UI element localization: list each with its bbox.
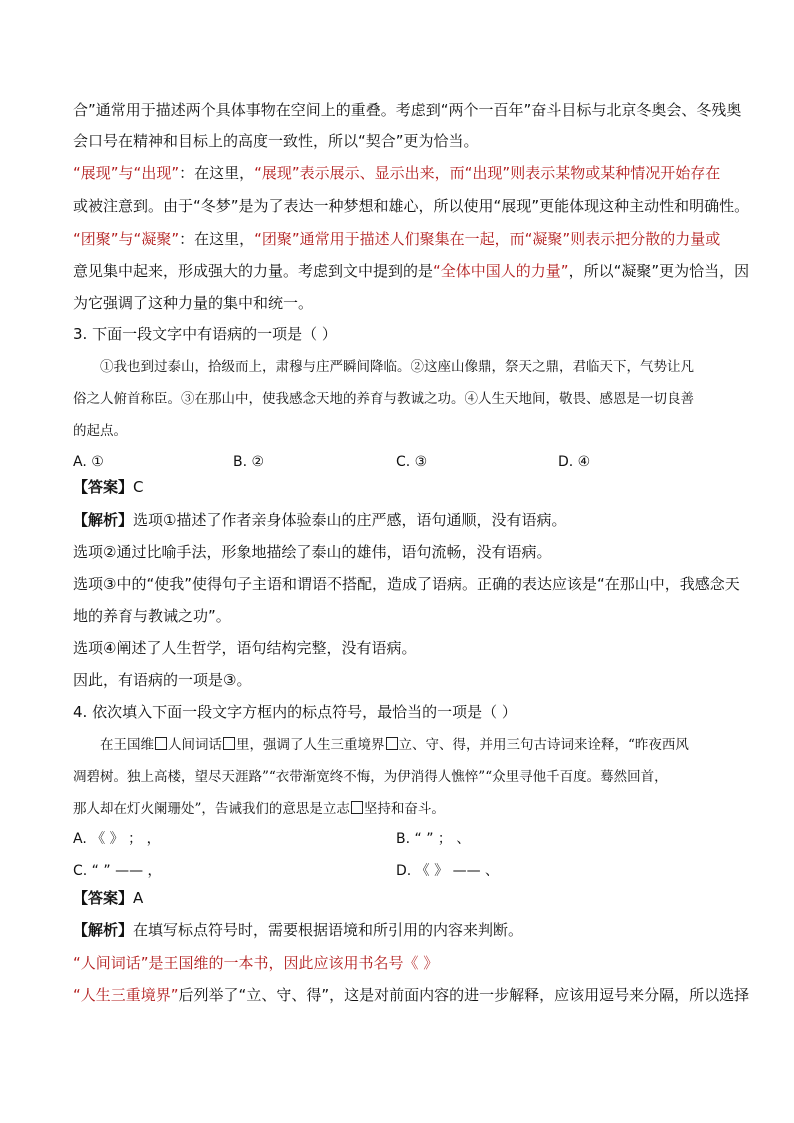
text-span: 立、守、得，并用三句古诗词来诠释，“昨夜西风 [398,737,689,753]
text-span: 坚持和奋斗。 [363,801,445,817]
question-4-passage [100,735,689,755]
answer-label: 【答案】 [73,478,134,496]
highlight-text: “团聚”通常用于描述人们聚集在一起，而“凝聚”则表示把分散的力量或 [254,230,721,248]
text-span: ：在这里， [179,230,255,248]
blank-box [386,737,398,750]
blank-box [155,737,167,750]
answer-value: A [133,889,144,907]
highlight-term: “团聚”与“凝聚” [73,230,180,248]
text-line [73,229,720,249]
text-line [73,261,749,281]
analysis-line: 选项④阐述了人生哲学，语句结构完整，没有语病。 [73,639,417,657]
text-line [73,163,720,183]
text-span: 里，强调了人生三重境界 [236,737,385,753]
text-span: ：在这里， [179,164,255,182]
analysis-line [73,920,523,940]
text-span: 那人却在灯火阑珊处”，告诫我们的意思是立志 [73,801,350,817]
analysis-line: 选项③中的“使我”使得句子主语和谓语不搭配，造成了语病。正确的表达应该是“在那山中，我感念天 [73,575,740,593]
analysis-line [73,985,749,1005]
option-a: A. 《 》 ； ， [73,831,161,847]
analysis-label: 【解析】 [73,511,134,529]
option-b: B. ② [233,454,265,470]
text-span: 后列举了“立、守、得”，这是对前面内容的进一步解释，应该用逗号来分隔，所以选择 [178,986,750,1004]
text-line: 会口号在精神和目标上的高度一致性，所以“契合”更为恰当。 [73,132,479,150]
highlight-text: “展现”表示展示、显示出来，而“出现”则表示某物或某种情况开始存在 [254,164,721,182]
text-span: 人间词话 [168,737,222,753]
highlight-term: “人生三重境界” [73,986,179,1004]
analysis-line: 地的养育与教诫之功”。 [73,607,231,625]
option-c: C. ③ [396,454,428,470]
blank-box [351,801,363,814]
question-4-passage [73,799,445,819]
question-3-passage: 的起点。 [73,423,127,439]
option-b: B. “ ” ； 、 [396,831,471,847]
question-3-stem: 3. 下面一段文字中有语病的一项是（ ） [73,325,337,343]
option-c: C. “ ” —— ， [73,863,162,879]
question-3-passage: ①我也到过泰山，拾级而上，肃穆与庄严瞬间降临。②这座山像鼎，祭天之鼎，君临天下，气势让凡 [100,359,694,375]
blank-box [223,737,235,750]
question-4-stem: 4. 依次填入下面一段文字方框内的标点符号，最恰当的一项是（ ） [73,703,517,721]
question-4-passage: 凋碧树。独上高楼，望尽天涯路”“衣带渐宽终不悔，为伊消得人憔悴”“众里寻他千百度。蓦然回首， [73,769,668,785]
analysis-line: 选项②通过比喻手法，形象地描绘了泰山的雄伟，语句流畅，没有语病。 [73,543,552,561]
text-line: 合”通常用于描述两个具体事物在空间上的重叠。考虑到“两个一百年”奋斗目标与北京冬奥会、冬残奥 [73,101,742,119]
option-a: A. ① [73,454,104,470]
analysis-label: 【解析】 [73,921,134,939]
text-span: ，所以“凝聚”更为恰当，因 [568,262,750,280]
analysis-line [73,510,566,530]
highlight-text: “全体中国人的力量” [433,262,569,280]
analysis-line: 因此，有语病的一项是③。 [73,671,252,689]
text-span: 在王国维 [100,737,154,753]
option-d: D. ④ [558,454,591,470]
answer-line [73,888,143,908]
text-span: 意见集中起来，形成强大的力量。考虑到文中提到的是 [73,262,434,280]
question-3-passage: 俗之人俯首称臣。③在那山中，使我感念天地的养育与教诚之功。④人生天地间，敬畏、感恩是一切良善 [73,391,694,407]
text-line: 或被注意到。由于“冬梦”是为了表达一种梦想和雄心，所以使用“展现”更能体现这种主动性和明确性。 [73,197,750,215]
analysis-line: “人间词话”是王国维的一本书，因此应该用书名号《 》 [73,954,439,972]
analysis-text: 在填写标点符号时，需要根据语境和所引用的内容来判断。 [133,921,524,939]
answer-value: C [133,478,144,496]
highlight-term: “展现”与“出现” [73,164,180,182]
answer-line [73,477,144,497]
analysis-text: 选项①描述了作者亲身体验泰山的庄严感，语句通顺，没有语病。 [133,511,567,529]
option-d: D. 《 》 —— 、 [396,863,500,879]
text-line: 为它强调了这种力量的集中和统一。 [73,294,314,312]
answer-label: 【答案】 [73,889,134,907]
